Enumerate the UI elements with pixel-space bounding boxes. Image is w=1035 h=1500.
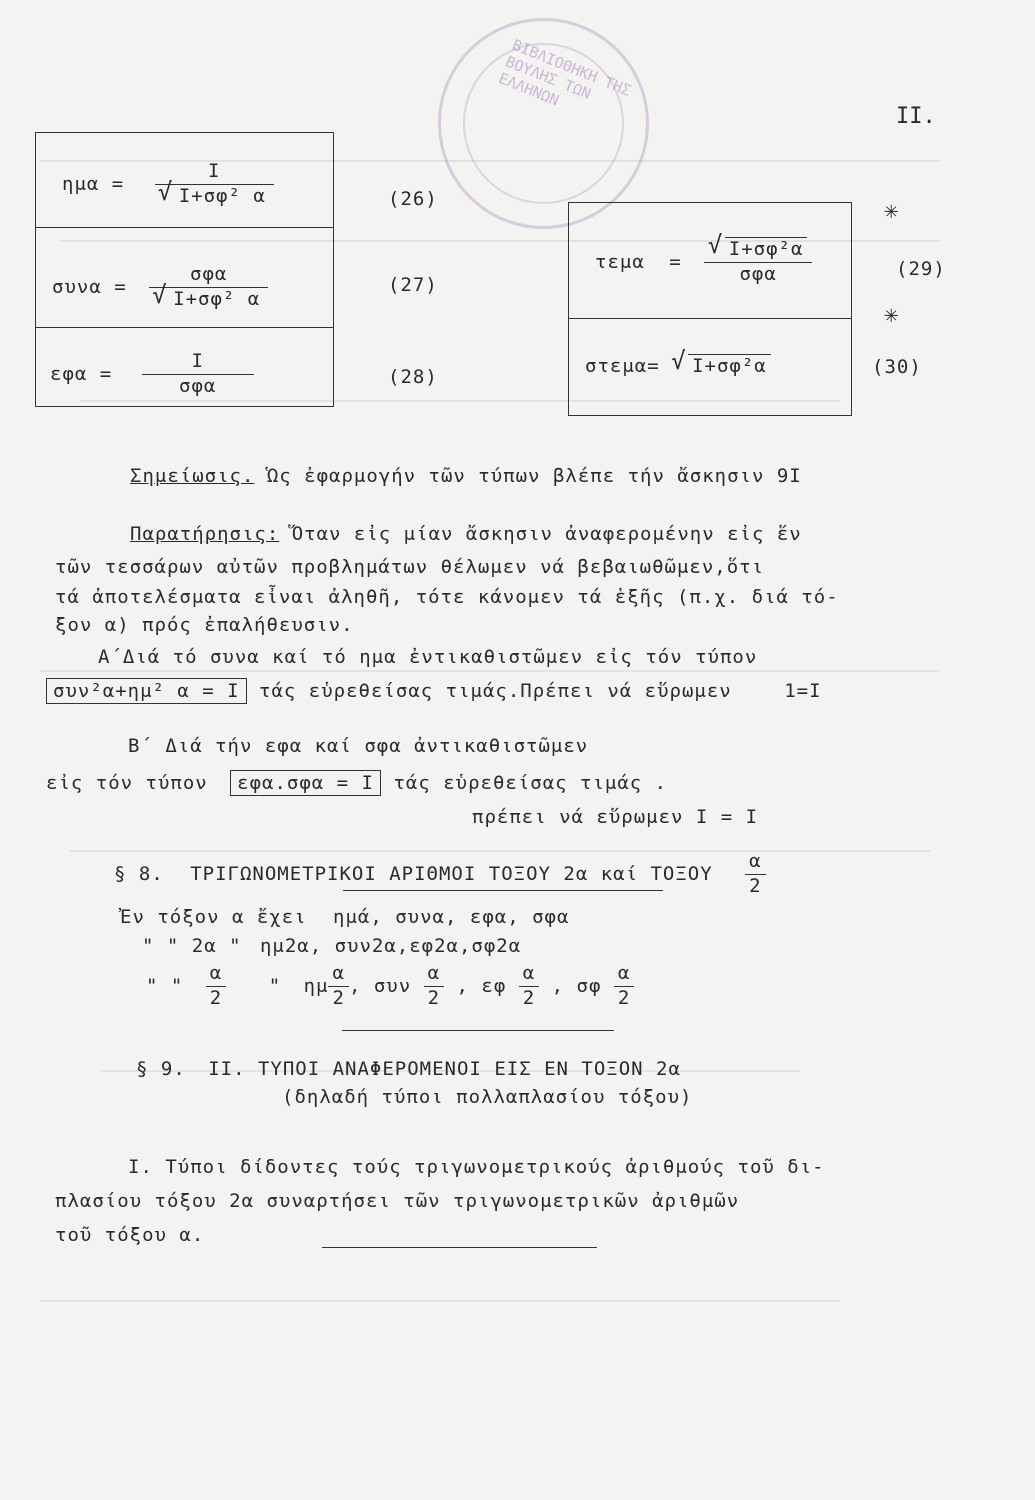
step-b-result: πρέπει νά εὕρωμεν I = I: [472, 806, 759, 828]
formula-30: στεμα= √ I+σφ²α: [585, 355, 771, 377]
section-9-paragraph-line-2: πλασίου τόξου 2α συναρτήσει τῶν τριγωνομετρικῶν ἀριθμῶν: [55, 1190, 740, 1212]
section-9-divider: [322, 1247, 597, 1248]
note-paragraph: Σημείωσις. Ὡς ἐφαρμογήν τῶν τύπων βλέπε τήν ἄσκησιν 9I: [130, 465, 802, 487]
equation-number-29: (29): [896, 258, 946, 280]
formula-26: ημα = I √ I+σφ² α: [62, 160, 274, 209]
step-a-formula-line: συν²α+ημ² α = I τάς εὑρεθείσας τιμάς.Πρέπει νά εὕρωμεν 1=I: [46, 680, 822, 702]
equation-number-27: (27): [388, 274, 438, 296]
formula-28: εφα = $\frac{I}{\text{σφα}}$: [50, 350, 253, 399]
equation-number-28: (28): [388, 366, 438, 388]
page-number: II.: [896, 104, 936, 129]
equation-number-30: (30): [872, 356, 922, 378]
section-8-row-3: " " $\frac{\alpha}{2}$ " ημ $\frac{\alpha}{2}$ , συν $\frac{\alpha}{2}$ , εφ $\frac{\alpha}{2}$ , σφ $\frac{\alpha}{2}$: [146, 962, 634, 1011]
section-8-divider: [342, 1030, 614, 1031]
section-9-subtitle: (δηλαδή τύποι πολλαπλασίου τόξου): [282, 1086, 693, 1108]
asterisk-mark: ✳: [884, 300, 899, 328]
library-stamp: ΒΙΒΛΙΟΘΗΚΗ ΤΗΣ ΒΟΥΛΗΣ ΤΩΝ ΕΛΛΗΝΩΝ: [438, 18, 649, 229]
section-8-row-1: Ἐν τόξον α ἔχει ημά, συνα, εφα, σφα: [120, 906, 570, 928]
observation-line-1: Παρατήρησις: Ὅταν εἰς μίαν ἄσκησιν ἀναφερομένην εἰς ἕν: [130, 523, 802, 545]
section-9-paragraph-line-3: τοῦ τόξου α.: [55, 1224, 205, 1246]
section-8-row-2: " " 2α " ημ2α, συν2α,εφ2α,σφ2α: [142, 935, 522, 957]
section-9-heading: § 9. II. ΤΥΠΟΙ ΑΝΑΦΕΡΟΜΕΝΟΙ ΕΙΣ ΕΝ ΤΟΞΟΝ 2α: [136, 1058, 681, 1080]
section-8-heading: § 8. ΤΡΙΓΩΝΟΜΕΤΡΙΚΟΙ ΑΡΙΘΜΟΙ ΤΟΞΟΥ 2α καί ΤΟΞΟΥ $\frac{\alpha}{2}$: [114, 850, 766, 899]
asterisk-mark: ✳: [884, 196, 899, 224]
step-a-line: Α΄Διά τό συνα καί τό ημα ἐντικαθιστῶμεν εἰς τόν τύπον: [98, 646, 758, 668]
step-b-line: Β΄ Διά τήν εφα καί σφα ἀντικαθιστῶμεν: [128, 735, 589, 757]
formula-29: τεμα = √ $\frac{\text{I+σφ²α}}{\text{σφα}}$: [595, 238, 812, 287]
formula-27: συνα = σφα √ I+σφ² α: [52, 263, 268, 312]
equation-number-26: (26): [388, 188, 438, 210]
identity-box-sin-cos: συν²α+ημ² α = I: [46, 678, 247, 704]
identity-box-tan-cot: εφα.σφα = I: [230, 770, 381, 796]
step-b-formula-line: εἰς τόν τύπον εφα.σφα = I τάς εὑρεθείσας τιμάς .: [46, 772, 668, 794]
observation-line-3: τά ἀποτελέσματα εἶναι ἀληθῆ, τότε κάνομεν τά ἑξῆς (π.χ. διά τό-: [55, 586, 839, 608]
observation-line-2: τῶν τεσσάρων αὐτῶν προβλημάτων θέλωμεν νά βεβαιωθῶμεν,ὅτι: [55, 556, 765, 578]
observation-line-4: ξον α) πρός ἐπαλήθευσιν.: [55, 614, 354, 636]
section-9-paragraph-line-1: I. Τύποι δίδοντες τούς τριγωνομετρικούς ἀριθμούς τοῦ δι-: [128, 1156, 825, 1178]
section-8-underline: [343, 890, 663, 891]
